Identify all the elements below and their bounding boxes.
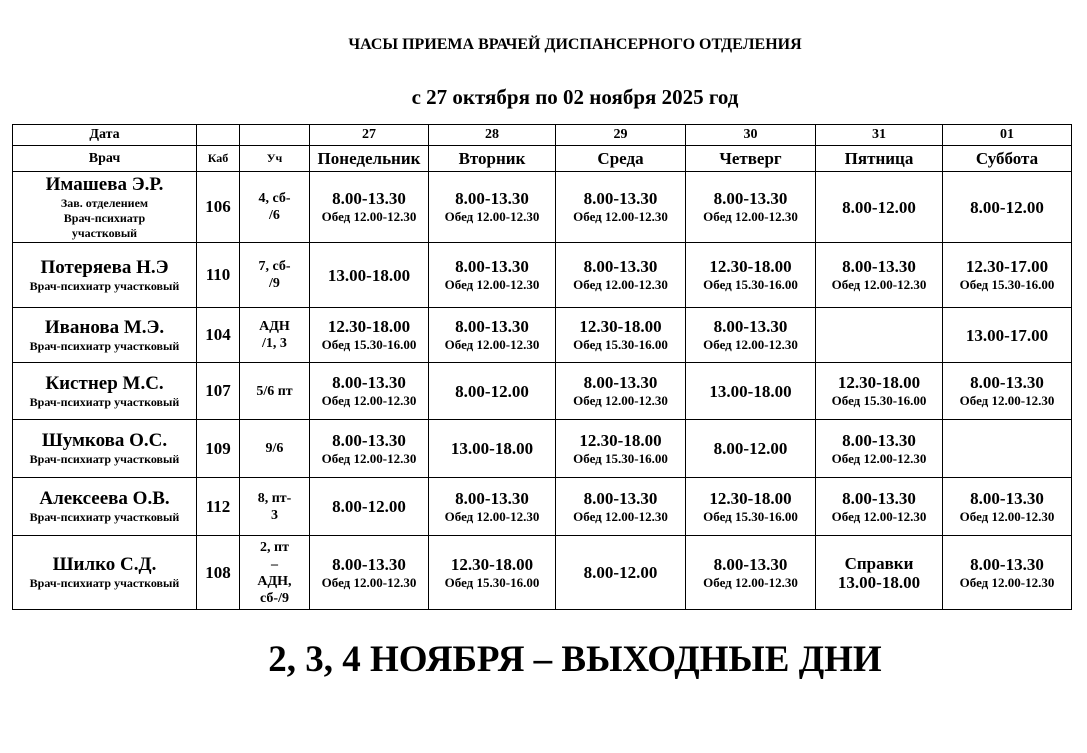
date-cell: 29 xyxy=(556,125,686,146)
doctor-name: Имашева Э.Р. xyxy=(45,173,164,195)
working-hours: 13.00-18.00 xyxy=(709,381,792,401)
doctor-cell xyxy=(13,420,197,478)
schedule-cell xyxy=(686,243,816,308)
working-hours: 8.00-13.30 xyxy=(842,488,916,508)
lunch-break: Обед 12.00-12.30 xyxy=(321,574,417,590)
doctor-cell xyxy=(13,363,197,420)
lunch-break: Обед 12.00-12.30 xyxy=(444,209,540,224)
lunch-break: Обед 12.00-12.30 xyxy=(703,209,798,224)
schedule-cell xyxy=(429,363,556,420)
district-cell xyxy=(240,363,310,420)
date-cell: 01 xyxy=(943,125,1072,146)
working-hours: 8.00-12.00 xyxy=(713,439,788,458)
district-line: АДН, xyxy=(257,573,292,589)
lunch-break: Обед 15.30-16.00 xyxy=(321,337,417,352)
district-line: 8, пт- xyxy=(257,490,292,506)
doctor-cell xyxy=(13,536,197,610)
lunch-break: Обед 12.00-12.30 xyxy=(703,337,798,352)
doctor-row xyxy=(13,420,1072,478)
doctor-row xyxy=(13,536,1072,610)
lunch-break: Обед 12.00-12.30 xyxy=(959,393,1055,408)
working-hours: 8.00-13.30 xyxy=(332,430,406,450)
header-row xyxy=(13,146,1072,172)
date-cell: 30 xyxy=(686,125,816,146)
working-hours: 12.30-18.00 xyxy=(450,554,534,574)
cabinet-number: 110 xyxy=(197,243,240,308)
empty-cell xyxy=(240,125,310,146)
date-cell: 27 xyxy=(310,125,429,146)
working-hours: 8.00-13.30 xyxy=(842,430,916,450)
day-header: Суббота xyxy=(943,146,1072,172)
holiday-notice: 2, 3, 4 НОЯБРЯ – ВЫХОДНЫЕ ДНИ xyxy=(268,639,882,680)
page-title: ЧАСЫ ПРИЕМА ВРАЧЕЙ ДИСПАНСЕРНОГО ОТДЕЛЕНИЯ xyxy=(348,36,802,53)
cabinet-number: 108 xyxy=(197,536,240,610)
doctor-position: Врач-психиатр участковый xyxy=(29,576,180,590)
schedule-cell xyxy=(943,243,1072,308)
district-line: – xyxy=(271,556,278,572)
lunch-break: Обед 12.00-12.30 xyxy=(573,393,668,408)
doctor-row xyxy=(13,243,1072,308)
schedule-cell xyxy=(429,308,556,363)
working-hours: 8.00-13.30 xyxy=(970,373,1044,392)
doctor-row xyxy=(13,478,1072,536)
lunch-break: Обед 15.30-16.00 xyxy=(703,277,798,292)
schedule-cell xyxy=(429,420,556,478)
doctor-row xyxy=(13,172,1072,243)
schedule-cell xyxy=(310,420,429,478)
cabinet-number: 112 xyxy=(197,478,240,536)
lunch-break: Обед 12.00-12.30 xyxy=(321,209,417,224)
schedule-cell xyxy=(816,308,943,363)
working-hours: 8.00-13.30 xyxy=(583,257,658,276)
schedule-cell xyxy=(429,536,556,610)
schedule-cell xyxy=(686,536,816,610)
district-line: 5/6 пт xyxy=(256,383,293,399)
district-cell xyxy=(240,420,310,478)
lunch-break: Обед 12.00-12.30 xyxy=(831,450,927,466)
district-line: /1, 3 xyxy=(262,336,287,351)
cabinet-number: 106 xyxy=(197,172,240,243)
lunch-break: Обед 12.00-12.30 xyxy=(831,508,927,524)
working-hours: 8.00-12.00 xyxy=(455,381,529,401)
working-hours: 8.00-13.30 xyxy=(713,554,788,574)
working-hours: 8.00-13.30 xyxy=(332,554,406,574)
schedule-cell xyxy=(943,308,1072,363)
empty-cell xyxy=(197,125,240,146)
working-hours: 8.00-13.30 xyxy=(332,373,406,392)
doctor-cell xyxy=(13,243,197,308)
working-hours: 12.30-18.00 xyxy=(579,430,662,450)
doctor-row xyxy=(13,363,1072,420)
lunch-break: Обед 15.30-16.00 xyxy=(703,508,798,524)
working-hours: 13.00-17.00 xyxy=(965,325,1049,345)
district-line: 9/6 xyxy=(265,441,284,456)
working-hours: 8.00-12.00 xyxy=(332,497,406,516)
working-hours: 12.30-18.00 xyxy=(837,373,921,392)
doctor-position: Врач-психиатр участковый xyxy=(29,452,180,466)
schedule-cell xyxy=(686,478,816,536)
doctor-position: Врач-психиатр xyxy=(63,210,146,225)
district-cell xyxy=(240,172,310,243)
schedule-cell xyxy=(943,363,1072,420)
schedule-cell xyxy=(429,172,556,243)
working-hours: 8.00-13.30 xyxy=(970,554,1044,574)
doctor-position: Врач-психиатр участковый xyxy=(29,338,180,353)
district-line: 2, пт xyxy=(260,539,289,555)
working-hours: 12.30-18.00 xyxy=(327,317,411,336)
doctor-name: Шилко С.Д. xyxy=(52,554,157,575)
district-line: /9 xyxy=(269,276,280,291)
working-hours: 8.00-13.30 xyxy=(713,317,788,336)
lunch-break: Обед 12.00-12.30 xyxy=(444,508,540,524)
schedule-cell xyxy=(310,536,429,610)
schedule-cell xyxy=(310,363,429,420)
schedule-cell xyxy=(686,308,816,363)
working-hours: 13.00-18.00 xyxy=(327,265,411,285)
working-hours: 8.00-12.00 xyxy=(842,197,916,217)
working-hours: Справки xyxy=(844,553,914,573)
lunch-break: Обед 15.30-16.00 xyxy=(959,277,1055,292)
doctor-name: Иванова М.Э. xyxy=(44,316,165,338)
district-line: 4, сб- xyxy=(258,191,291,206)
working-hours: 13.00-18.00 xyxy=(450,439,534,458)
district-line: сб-/9 xyxy=(260,590,289,606)
schedule-cell xyxy=(816,478,943,536)
working-hours: 8.00-13.30 xyxy=(842,257,916,276)
doctor-name: Шумкова О.С. xyxy=(41,430,168,451)
day-header: Понедельник xyxy=(310,146,429,172)
doctor-name: Алексеева О.В. xyxy=(39,488,170,509)
schedule-cell xyxy=(816,243,943,308)
schedule-cell xyxy=(556,172,686,243)
day-header: Вторник xyxy=(429,146,556,172)
district-line: 3 xyxy=(271,507,278,523)
working-hours: 8.00-13.30 xyxy=(583,488,658,508)
doctor-column-header: Врач xyxy=(13,146,197,172)
lunch-break: Обед 12.00-12.30 xyxy=(573,209,668,224)
doctor-name: Кистнер М.С. xyxy=(45,372,164,394)
working-hours: 8.00-13.30 xyxy=(455,257,529,276)
lunch-break: Обед 15.30-16.00 xyxy=(573,337,668,352)
lunch-break: Обед 15.30-16.00 xyxy=(831,393,927,408)
date-range: с 27 октября по 02 ноября 2025 год xyxy=(411,85,739,109)
lunch-break: Обед 12.00-12.30 xyxy=(703,574,798,590)
working-hours: 8.00-13.30 xyxy=(583,373,658,392)
schedule-cell xyxy=(686,420,816,478)
district-line: /6 xyxy=(269,208,280,223)
schedule-cell xyxy=(556,243,686,308)
day-header: Пятница xyxy=(816,146,943,172)
doctor-position: Врач-психиатр участковый xyxy=(29,278,180,293)
date-cell: 31 xyxy=(816,125,943,146)
cabinet-number: 107 xyxy=(197,363,240,420)
date-row xyxy=(13,125,1072,146)
lunch-break: 13.00-18.00 xyxy=(837,572,921,592)
lunch-break: Обед 12.00-12.30 xyxy=(831,277,927,292)
schedule-cell xyxy=(556,478,686,536)
working-hours: 8.00-13.30 xyxy=(583,189,658,208)
uch-column-header: Уч xyxy=(240,146,310,172)
date-cell: 28 xyxy=(429,125,556,146)
lunch-break: Обед 12.00-12.30 xyxy=(959,574,1055,590)
doctor-position: Зав. отделением xyxy=(60,195,149,210)
doctor-cell xyxy=(13,308,197,363)
lunch-break: Обед 12.00-12.30 xyxy=(444,277,540,292)
district-line: АДН xyxy=(259,319,290,334)
schedule-cell xyxy=(943,478,1072,536)
schedule-cell xyxy=(310,478,429,536)
schedule-cell xyxy=(686,172,816,243)
schedule-cell xyxy=(816,420,943,478)
doctor-row xyxy=(13,308,1072,363)
lunch-break: Обед 12.00-12.30 xyxy=(573,508,668,524)
working-hours: 12.30-18.00 xyxy=(709,488,792,508)
doctor-position: Врач-психиатр участковый xyxy=(29,394,180,409)
working-hours: 8.00-13.30 xyxy=(455,189,529,208)
working-hours: 12.30-18.00 xyxy=(579,317,662,336)
cabinet-number: 109 xyxy=(197,420,240,478)
district-line: 7, сб- xyxy=(258,259,291,274)
working-hours: 8.00-13.30 xyxy=(332,189,406,208)
schedule-cell xyxy=(816,172,943,243)
day-header: Четверг xyxy=(686,146,816,172)
lunch-break: Обед 15.30-16.00 xyxy=(444,574,540,590)
district-cell xyxy=(240,308,310,363)
district-cell xyxy=(240,478,310,536)
schedule-cell xyxy=(943,536,1072,610)
schedule-cell xyxy=(816,536,943,610)
schedule-cell xyxy=(310,308,429,363)
schedule-cell xyxy=(556,536,686,610)
working-hours: 12.30-17.00 xyxy=(965,257,1049,276)
doctor-position: участковый xyxy=(71,225,138,240)
lunch-break: Обед 15.30-16.00 xyxy=(573,450,668,466)
working-hours: 8.00-12.00 xyxy=(970,197,1044,217)
doctor-name: Потеряева Н.Э xyxy=(40,256,169,278)
schedule-cell xyxy=(943,172,1072,243)
district-cell xyxy=(240,536,310,610)
schedule-cell xyxy=(686,363,816,420)
kab-column-header: Каб xyxy=(197,146,240,172)
schedule-cell xyxy=(556,308,686,363)
lunch-break: Обед 12.00-12.30 xyxy=(321,393,417,408)
working-hours: 8.00-13.30 xyxy=(713,189,788,208)
schedule-cell xyxy=(310,243,429,308)
lunch-break: Обед 12.00-12.30 xyxy=(959,508,1055,524)
schedule-cell xyxy=(310,172,429,243)
working-hours: 8.00-12.00 xyxy=(583,563,658,582)
working-hours: 8.00-13.30 xyxy=(970,488,1044,508)
schedule-cell xyxy=(556,420,686,478)
date-label: Дата xyxy=(13,125,197,146)
lunch-break: Обед 12.00-12.30 xyxy=(573,277,668,292)
working-hours: 12.30-18.00 xyxy=(709,257,792,276)
working-hours: 8.00-13.30 xyxy=(455,488,529,508)
doctor-cell xyxy=(13,172,197,243)
working-hours: 8.00-13.30 xyxy=(455,317,529,336)
lunch-break: Обед 12.00-12.30 xyxy=(321,450,417,466)
schedule-table xyxy=(12,124,1072,610)
schedule-cell xyxy=(429,243,556,308)
doctor-position: Врач-психиатр участковый xyxy=(29,510,180,524)
schedule-cell xyxy=(943,420,1072,478)
schedule-cell xyxy=(556,363,686,420)
lunch-break: Обед 12.00-12.30 xyxy=(444,337,540,352)
district-cell xyxy=(240,243,310,308)
doctor-cell xyxy=(13,478,197,536)
day-header: Среда xyxy=(556,146,686,172)
cabinet-number: 104 xyxy=(197,308,240,363)
schedule-cell xyxy=(429,478,556,536)
schedule-cell xyxy=(816,363,943,420)
